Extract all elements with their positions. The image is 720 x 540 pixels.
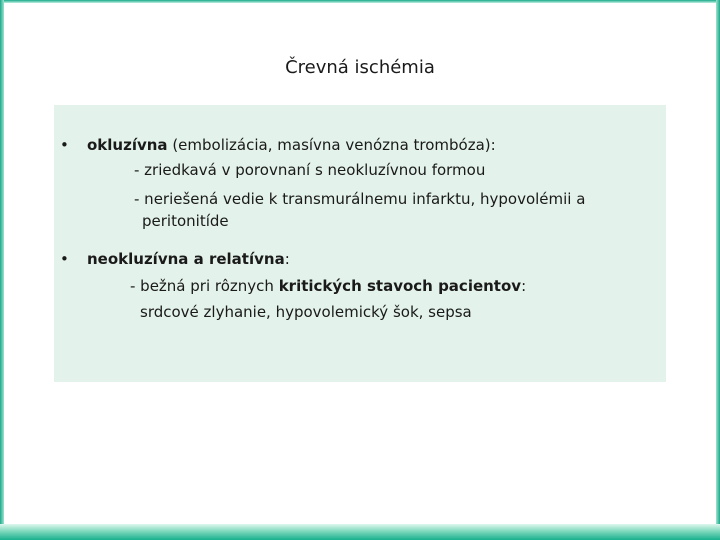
bullet-icon: • (60, 136, 69, 154)
slide-title: Črevná ischémia (285, 57, 435, 78)
bullet-line: srdcové zlyhanie, hypovolemický šok, sepsa (140, 303, 472, 321)
bullet-heading-bold: okluzívna (87, 136, 168, 154)
slide-frame-right (716, 0, 720, 540)
bullet-heading-bold: neokluzívna a relatívna (87, 250, 285, 268)
bullet-heading-rest: (embolizácia, masívna venózna trombóza): (167, 136, 496, 154)
bullet-heading (87, 133, 496, 158)
bullet-line: - zriedkavá v porovnaní s neokluzívnou formou (134, 161, 486, 179)
bullet-heading (87, 247, 290, 272)
bullet-line: peritonitíde (142, 212, 229, 230)
line-bold: kritických stavoch pacientov (278, 277, 522, 295)
bullet-line: - neriešená vedie k transmurálnemu infarktu, hypovolémii a (134, 190, 586, 208)
slide-frame-top (0, 0, 720, 3)
slide-frame-left (0, 0, 4, 540)
bullet-icon: • (60, 250, 69, 268)
slide-frame-bottom (0, 524, 720, 540)
line-suffix: : (521, 277, 527, 295)
line-prefix: - bežná pri rôznych (130, 277, 279, 295)
content-box (54, 105, 666, 382)
bullet-line (130, 274, 526, 299)
bullet-heading-rest: : (284, 250, 290, 268)
